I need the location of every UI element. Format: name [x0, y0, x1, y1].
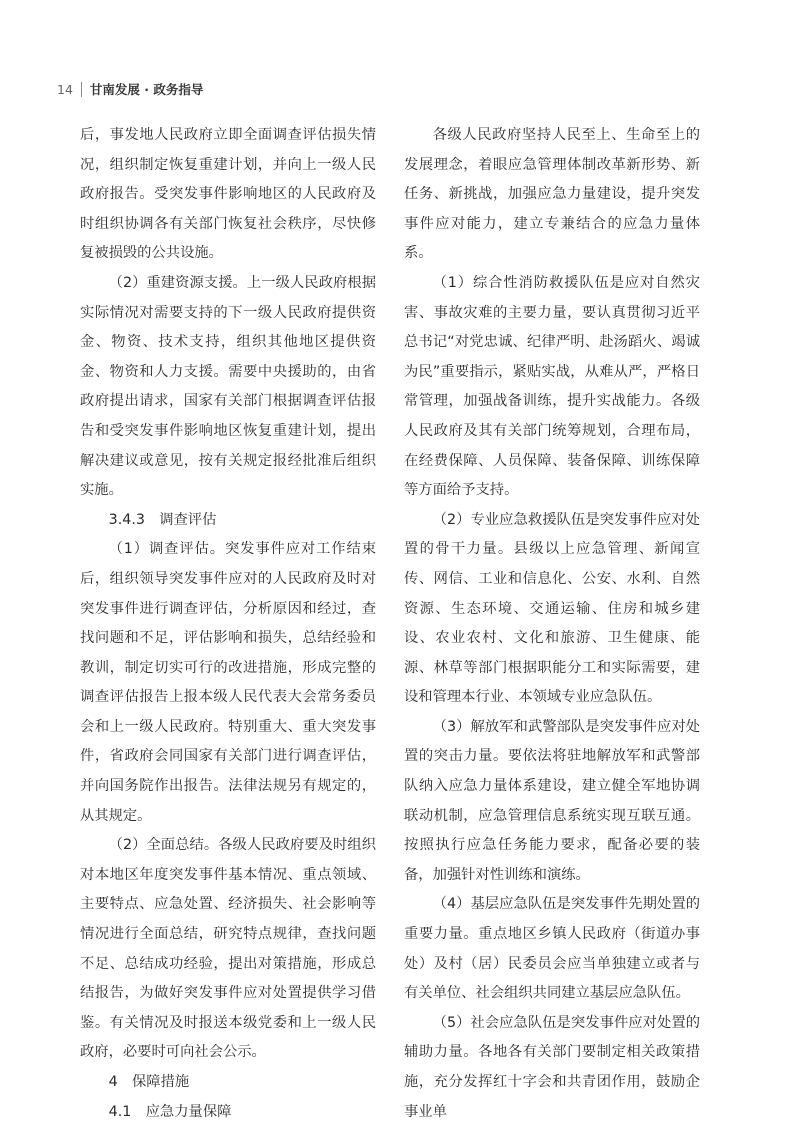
header-divider [81, 82, 82, 97]
page-number: 14 [57, 81, 73, 97]
paragraph: （3）解放军和武警部队是突发事件应对处置的突击力量。要依法将驻地解放军和武警部队纳入应急力量体系建设，建立健全军地协调联动机制，应急管理信息系统实现互联互通。按照执行应急任务能力要求，配备必要的装备，加强针对性训练和演练。 [404, 718, 700, 883]
paragraph: 各级人民政府坚持人民至上、生命至上的发展理念，着眼应急管理体制改革新形势、新任务、新挑战，加强应急力量建设，提升突发事件应对能力，建立专兼结合的应急力量体系。 [404, 127, 700, 262]
paragraph: （1）综合性消防救援队伍是应对自然灾害、事故灾难的主要力量，要认真贯彻习近平总书记“对党忠诚、纪律严明、赴汤蹈火、竭诚为民”重要指示，紧贴实战，从难从严，严格日常管理，加强战备训练，提升实战能力。各级人民政府及其有关部门统筹规划，合理布局，在经费保障、人员保障、装备保障、训练保障等方面给予支持。 [404, 274, 700, 499]
publication-title: 甘南发展 · 政务指导 [89, 82, 204, 97]
section-heading-4-1: 4.1 应急力量保障 [108, 1103, 232, 1120]
paragraph: 后，事发地人民政府立即全面调查评估损失情况，组织制定恢复重建计划，并向上一级人民政府报告。受突发事件影响地区的人民政府及时组织协调各有关部门恢复社会秩序，尽快修复被损毁的公共设施。 [80, 127, 376, 262]
left-column [80, 121, 376, 1127]
paragraph: （1）调查评估。突发事件应对工作结束后，组织领导突发事件应对的人民政府及时对突发事件进行调查评估，分析原因和经过，查找问题和不足，评估影响和损失，总结经验和教训，制定切实可行的改进措施，形成完整的调查评估报告上报本级人民代表大会常务委员会和上一级人民政府。特别重大、重大突发事件，省政府会同国家有关部门进行调查评估，并向国务院作出报告。法律法规另有规定的，从其规定。 [80, 541, 376, 824]
right-column [404, 121, 700, 1127]
paragraph: （2）专业应急救援队伍是突发事件应对处置的骨干力量。县级以上应急管理、新闻宣传、网信、工业和信息化、公安、水利、自然资源、生态环境、交通运输、住房和城乡建设、农业农村、文化和旅游、卫生健康、能源、林草等部门根据职能分工和实际需要，建设和管理本行业、本领域专业应急队伍。 [404, 511, 700, 706]
paragraph: （4）基层应急队伍是突发事件先期处置的重要力量。重点地区乡镇人民政府（街道办事处）及村（居）民委员会应当单独建立或者与有关单位、社会组织共同建立基层应急队伍。 [404, 896, 700, 1002]
section-heading-3-4-3: 3.4.3 调查评估 [108, 511, 217, 528]
paragraph: （2）重建资源支援。上一级人民政府根据实际情况对需要支持的下一级人民政府提供资金、物资、技术支持，组织其他地区提供资金、物资和人力支援。需要中央援助的，由省政府提出请求，国家有关部门根据调查评估报告和受突发事件影响地区恢复重建计划，提出解决建议或意见，按有关规定报经批准后组织实施。 [80, 274, 376, 499]
paragraph: （5）社会应急队伍是突发事件应对处置的辅助力量。各地各有关部门要制定相关政策措施，充分发挥红十字会和共青团作用，鼓励企事业单 [404, 1014, 700, 1120]
paragraph: （2）全面总结。各级人民政府要及时组织对本地区年度突发事件基本情况、重点领域、主要特点、应急处置、经济损失、社会影响等情况进行全面总结，研究特点规律，查找问题不足、总结成功经验，提出对策措施，形成总结报告，为做好突发事件应对处置提供学习借鉴。有关情况及时报送本级党委和上一级人民政府，必要时可向社会公示。 [80, 837, 376, 1061]
running-header [57, 80, 203, 98]
section-heading-4: 4 保障措施 [108, 1074, 190, 1090]
